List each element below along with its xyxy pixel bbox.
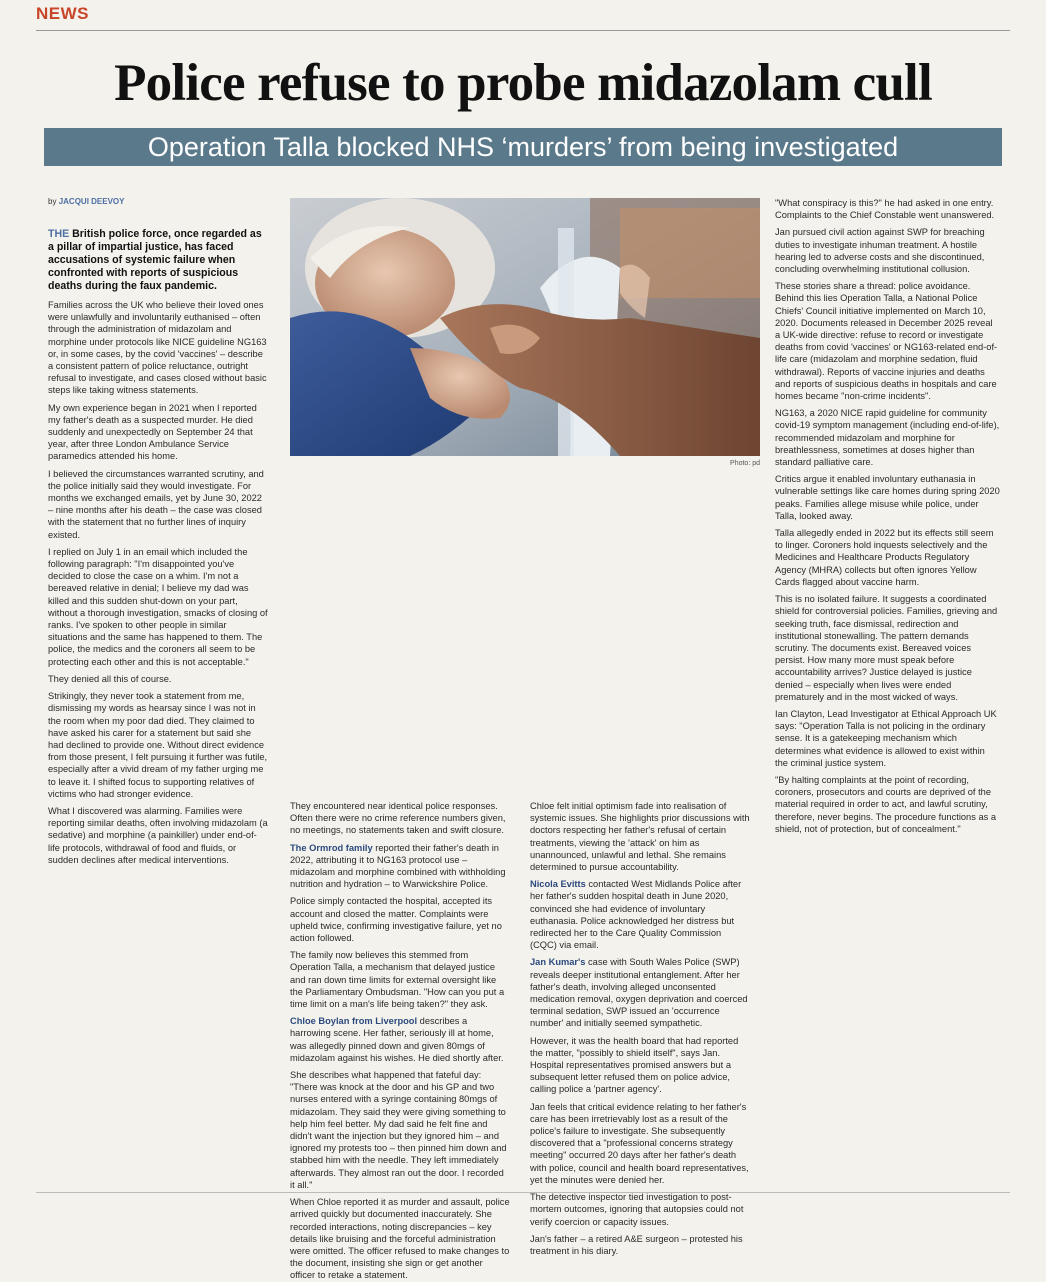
paragraph: However, it was the health board that had reported the matter, "possibly to shield itself", says Jan. Hospital representatives promised answers but a subsequent letter refused them on police advice, calling police a 'partner agency'. (530, 1035, 739, 1095)
paragraph: What I discovered was alarming. Families were reporting similar deaths, often involving midazolam (a sedative) and morphine (a painkiller) under end-of-life protocols, withdrawal of food and fluids, or sudden declines after medical interventions. (48, 805, 268, 865)
headline: Police refuse to probe midazolam cull (114, 54, 932, 112)
lede-first-word: THE (48, 228, 70, 240)
paragraph (290, 1015, 510, 1064)
paragraph: Talla allegedly ended in 2022 but its effects still seem to linger. Coroners hold inquests selectively and the Medicines and Healthcare Products Regulatory Agency (MHRA) collects but often ignores Yellow Cards flagged about vaccine harm. (775, 528, 994, 587)
paragraph: Critics argue it enabled involuntary euthanasia in vulnerable settings like care homes during spring 2020 peaks. Families allege misuse while police, under Talla, looked away. (775, 474, 1000, 521)
paragraph: The family now believes this stemmed from Operation Talla, a mechanism that delayed justice and ran down time limits for external oversight like the Parliamentary Ombudsman. "How can you put a time limit on a man's life being taken?" they ask. (290, 950, 505, 1010)
name-nicola: Nicola Evitts (530, 879, 586, 890)
name-jan: Jan Kumar's (530, 957, 586, 968)
paragraph: Jan feels that critical evidence relating to her father's care has been irretrievably lost as a result of the police's failure to investigate. She subsequently discovered that a "professional concerns strategy meeting" occurred 20 days after her father's death with police, council and health board representatives, yet the minutes were denied her. (530, 1101, 749, 1185)
column-4 (775, 197, 1000, 1197)
paragraph: They denied all this of course. (48, 673, 172, 684)
paragraph: Jan's father – a retired A&E surgeon – protested his treatment in his diary. (530, 1233, 743, 1256)
photo-hands-illustration (290, 198, 760, 456)
name-chloe: Chloe Boylan from Liverpool (290, 1016, 418, 1027)
paragraph: Ian Clayton, Lead Investigator at Ethical Approach UK says: "Operation Talla is not policing in the ordinary sense. It is a gatekeeping mechanism which determines what evidence is allowed to exist within the criminal justice system. (775, 708, 997, 768)
byline (48, 197, 124, 206)
paragraph: These stories share a thread: police avoidance. Behind this lies Operation Talla, a National Police Chiefs' Council initiative implemented on March 10, 2020. Documents released in December 2025 reveal a UK-wide directive: refuse to record or investigate deaths from covid 'vaccines' or NG163-related end-of-life care (midazolam and morphine sedation, fluid withdrawal). Reports of vaccine injuries and deaths and reports of suspicious deaths in hospitals and care homes became "non-crime incidents". (775, 281, 998, 402)
column-2 (290, 800, 510, 1281)
paragraph: The detective inspector tied investigation to post-mortem outcomes, ignoring that autopsies could not verify coercion or capacity issues. (530, 1192, 744, 1227)
top-rule (36, 30, 1010, 31)
lede-text: British police force, once regarded as a pillar of impartial justice, has faced accusations of systemic failure when confronted with reports of suspicious deaths during the faux pandemic. (48, 228, 262, 292)
paragraph-text: case with South Wales Police (SWP) reveals deeper institutional entanglement. After her father's death, involving alleged unconsented medication removal, oxygen deprivation and coerced terminal sedation, SWP issued an 'occurrence number' and initially seemed sympathetic. (530, 957, 748, 1029)
article-photo (290, 198, 760, 456)
name-ormrod: The Ormrod family (290, 842, 373, 853)
paragraph (530, 878, 750, 951)
byline-prefix: by (48, 197, 57, 206)
paragraph: My own experience began in 2021 when I reported my father's death as a suspected murder. He died suddenly and unexpectedly on September 24 that year, after three London Ambulance Service paramedics attended his home. (48, 402, 257, 462)
paragraph-text: describes a harrowing scene. Her father, seriously ill at home, was allegedly pinned down and given 80mgs of midazolam against his wishes. He died shortly after. (290, 1016, 504, 1063)
paragraph-text: contacted West Midlands Police after her father's sudden hospital death in June 2020, convinced she had evidence of involuntary euthanasia. Police acknowledged her distress but redirected her to the Care Quality Commission (CQC) via email. (530, 879, 742, 951)
paragraph: I believed the circumstances warranted scrutiny, and the police initially said they would investigate. For months we exchanged emails, yet by June 30, 2022 – nine months after his death – the case was closed with the statement that no further lines of inquiry existed. (48, 468, 264, 540)
bottom-rule (36, 1192, 1010, 1193)
paragraph: "By halting complaints at the point of recording, coroners, prosecutors and courts are deprived of the material required in order to act, and lawful scrutiny, therefore, never begins. The procedure functions as a shield, not of protection, but of concealment." (775, 774, 997, 834)
paragraph: When Chloe reported it as murder and assault, police arrived quickly but documented inaccurately. She recorded interactions, noting discrepancies – key details like bruising and the forceful administration were omitted. The officer refused to make changes to the document, insisting she sign or get another officer to retake a statement. (290, 1197, 510, 1281)
column-3 (530, 800, 750, 1256)
paragraph: Families across the UK who believe their loved ones were unlawfully and involuntarily euthanised – often through the administration of midazolam and morphine under protocols like NICE guideline NG163 or, in some cases, by the covid 'vaccines' – describe a consistent pattern of police reluctance, outright refusal to investigate, and cases closed without basic steps like taking witness statements. (48, 300, 267, 396)
paragraph-text: reported their father's death in 2022, attributing it to NG163 protocol use – midazolam and morphine combined with withholding nutrition and hydration – to Warwickshire Police. (290, 842, 506, 890)
paragraph: Chloe felt initial optimism fade into realisation of systemic issues. She highlights prior discussions with doctors respecting her father's refusal of certain treatments, viewing the 'attack' on him as unannounced, unlawful and lethal. She remains determined to pursue accountability. (530, 801, 750, 873)
lede (48, 228, 268, 293)
paragraph (530, 956, 750, 1029)
paragraph: "What conspiracy is this?" he had asked in one entry. Complaints to the Chief Constable went unanswered. (775, 198, 995, 221)
paragraph: She describes what happened that fateful day: "There was knock at the door and his GP and two nurses entered with a syringe containing 80mgs of midazolam. They said they were giving something to help him feel better. My dad said he felt fine and didn't want the injection but they ignored him – and ignored my protests too – then pinned him down and stabbed him with the needle. They left immediately afterwards. They almost ran out the door. I recorded it all." (290, 1070, 507, 1190)
column-1 (48, 228, 268, 1188)
section-label: NEWS (36, 4, 89, 23)
paragraph: They encountered near identical police responses. Often there were no crime reference numbers given, no meetings, no statements taken and swift closure. (290, 801, 506, 836)
paragraph: Jan pursued civil action against SWP for breaching duties to investigate inhuman treatment. A hostile hearing led to adverse costs and she discontinued, concluding overwhelming institutional collusion. (775, 227, 985, 275)
paragraph: I replied on July 1 in an email which included the following paragraph: "I'm disappointed you've decided to close the case on a whim. I'm not a bereaved relative in denial; I believe my dad was killed and this sudden shut-down on your part, without a thorough investigation, smacks of closing of ranks. I've spoken to other people in similar situations and the same has happened to them. The police, the medics and the coroners all seem to be protecting each other and this is not acceptable." (48, 546, 268, 667)
paragraph (290, 842, 510, 891)
paragraph: Strikingly, they never took a statement from me, dismissing my words as hearsay since I was not in the room when my poor dad died. They claimed to have asked his carer for a statement but said she had declined to provide one. Without direct evidence from those present, I felt pursuing it further was futile, especially after a vivid dream of my father urging me to leave it. I shifted focus to supporting relatives of victims who had stronger evidence. (48, 691, 268, 799)
paragraph: This is no isolated failure. It suggests a coordinated shield for controversial policies. Families, grieving and seeking truth, face dismissal, redirection and institutional stonewalling. The pattern demands scrutiny. The documents exist. Bereaved voices persist. How many more must speak before accountability arrives? Justice delayed is justice denied – especially when lives were ended prematurely and in the most wicked of ways. (775, 594, 998, 702)
standfirst: Operation Talla blocked NHS ‘murders’ from being investigated (44, 128, 1002, 166)
photo-credit: Photo: pd (730, 460, 760, 467)
paragraph: Police simply contacted the hospital, accepted its account and closed the matter. Complaints were upheld twice, confirming investigative failure, yet no action followed. (290, 896, 502, 944)
byline-author: JACQUI DEEVOY (58, 197, 125, 206)
paragraph: NG163, a 2020 NICE rapid guideline for community covid-19 symptom management (including end-of-life), recommended midazolam and morphine for breathlessness, sometimes at doses higher than standard palliative care. (775, 408, 1000, 468)
